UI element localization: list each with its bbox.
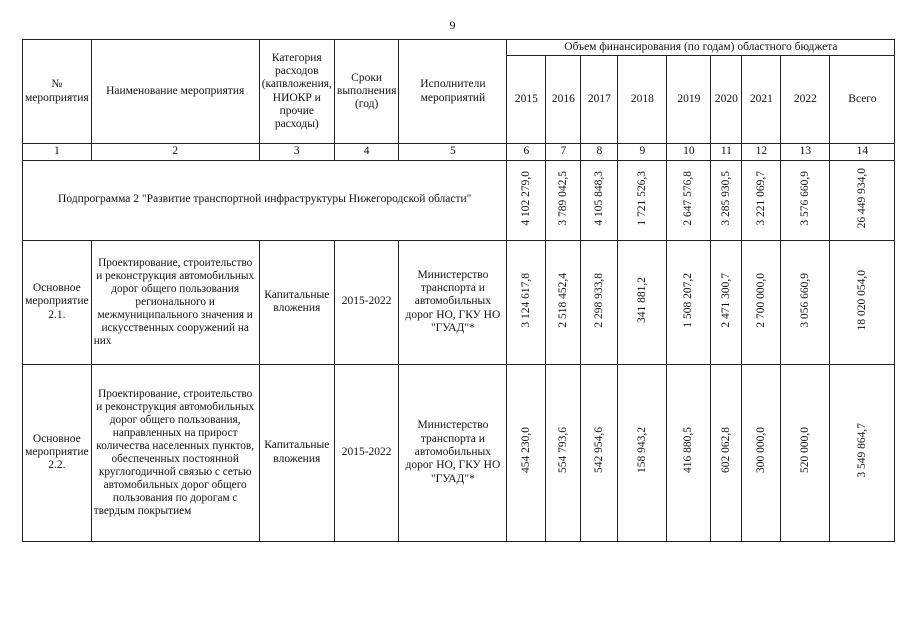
- subprogram-value: 4 105 848,3: [592, 170, 605, 226]
- row-value: 2 298 933,8: [592, 272, 605, 328]
- subprogram-title: Подпрограмма 2 "Развитие транспортной инфраструктуры Нижегородской области": [23, 160, 507, 240]
- subprogram-value: 3 789 042,5: [556, 170, 569, 226]
- col-number: 8: [581, 144, 618, 160]
- header-year: 2019: [667, 56, 711, 144]
- row-value: 1 508 207,2: [682, 272, 695, 328]
- header-year: 2022: [781, 56, 830, 144]
- row-value: 2 518 452,4: [556, 272, 569, 328]
- row-value: 341 881,2: [635, 276, 648, 323]
- header-year-total: Всего: [830, 56, 895, 144]
- col-number: 10: [667, 144, 711, 160]
- funding-table: [22, 39, 895, 542]
- row-executors: Министерство транспорта и автомобильных дорог НО, ГКУ НО "ГУАД"*: [399, 240, 507, 364]
- row-total: 3 549 864,7: [855, 423, 868, 478]
- header-year: 2017: [581, 56, 618, 144]
- row-terms: 2015-2022: [334, 364, 399, 541]
- header-year: 2021: [742, 56, 781, 144]
- subprogram-value: 3 285 930,5: [719, 170, 732, 226]
- header-year: 2016: [546, 56, 581, 144]
- header-year: 2018: [618, 56, 667, 144]
- row-value: 3 056 660,9: [798, 272, 811, 328]
- subprogram-value: 1 721 526,3: [635, 170, 648, 226]
- subprogram-total: 26 449 934,0: [855, 167, 868, 229]
- row-num: Основное мероприятие 2.1.: [23, 240, 92, 364]
- row-category: Капитальные вложения: [259, 364, 334, 541]
- header-year: 2020: [711, 56, 742, 144]
- row-value: 300 000,0: [754, 427, 767, 474]
- col-number: 5: [399, 144, 507, 160]
- row-num: Основное мероприятие 2.2.: [23, 364, 92, 541]
- header-year: 2015: [507, 56, 546, 144]
- header-col-name: Наименование мероприятия: [91, 40, 259, 144]
- col-number: 13: [781, 144, 830, 160]
- row-value: 454 230,0: [519, 427, 532, 474]
- col-number: 1: [23, 144, 92, 160]
- row-total: 18 020 054,0: [855, 269, 868, 331]
- header-col-terms: Сроки выполнения (год): [334, 40, 399, 144]
- col-number: 6: [507, 144, 546, 160]
- subprogram-value: 3 221 069,7: [754, 170, 767, 226]
- col-number: 9: [618, 144, 667, 160]
- col-number: 12: [742, 144, 781, 160]
- subprogram-value: 2 647 576,8: [682, 170, 695, 226]
- col-number: 3: [259, 144, 334, 160]
- col-number: 4: [334, 144, 399, 160]
- col-number: 7: [546, 144, 581, 160]
- header-col-executors: Исполнители мероприятий: [399, 40, 507, 144]
- page-number: 9: [449, 18, 456, 32]
- header-funding-title: Объем финансирования (по годам) областного бюджета: [507, 40, 895, 56]
- col-number: 2: [91, 144, 259, 160]
- header-col-num: № мероприятия: [23, 40, 92, 144]
- row-terms: 2015-2022: [334, 240, 399, 364]
- row-value: 2 700 000,0: [754, 272, 767, 328]
- header-col-category: Категория расходов (капвложения, НИОКР и прочие расходы): [259, 40, 334, 144]
- row-name: Проектирование, строительство и реконструкция автомобильных дорог общего пользования, направленных на прирост количества населенных пунктов, обеспеченных постоянной круглогодичной связью с сетью автомобильных дорог общего пользования по дорогам с твердым покрытием: [91, 364, 259, 541]
- row-value: 554 793,6: [556, 427, 569, 474]
- row-executors: Министерство транспорта и автомобильных дорог НО, ГКУ НО "ГУАД"*: [399, 364, 507, 541]
- col-number: 11: [711, 144, 742, 160]
- row-value: 158 943,2: [635, 427, 648, 474]
- subprogram-value: 4 102 279,0: [519, 170, 532, 226]
- row-value: 542 954,6: [592, 427, 605, 474]
- row-value: 2 471 300,7: [719, 272, 732, 328]
- row-value: 520 000,0: [798, 427, 811, 474]
- subprogram-value: 3 576 660,9: [798, 170, 811, 226]
- row-value: 416 880,5: [682, 427, 695, 474]
- row-category: Капитальные вложения: [259, 240, 334, 364]
- col-number: 14: [830, 144, 895, 160]
- row-value: 602 062,8: [719, 427, 732, 474]
- row-name: Проектирование, строительство и реконструкция автомобильных дорог общего пользования регионального и межмуниципального значения и искусственных сооружений на них: [91, 240, 259, 364]
- row-value: 3 124 617,8: [519, 272, 532, 328]
